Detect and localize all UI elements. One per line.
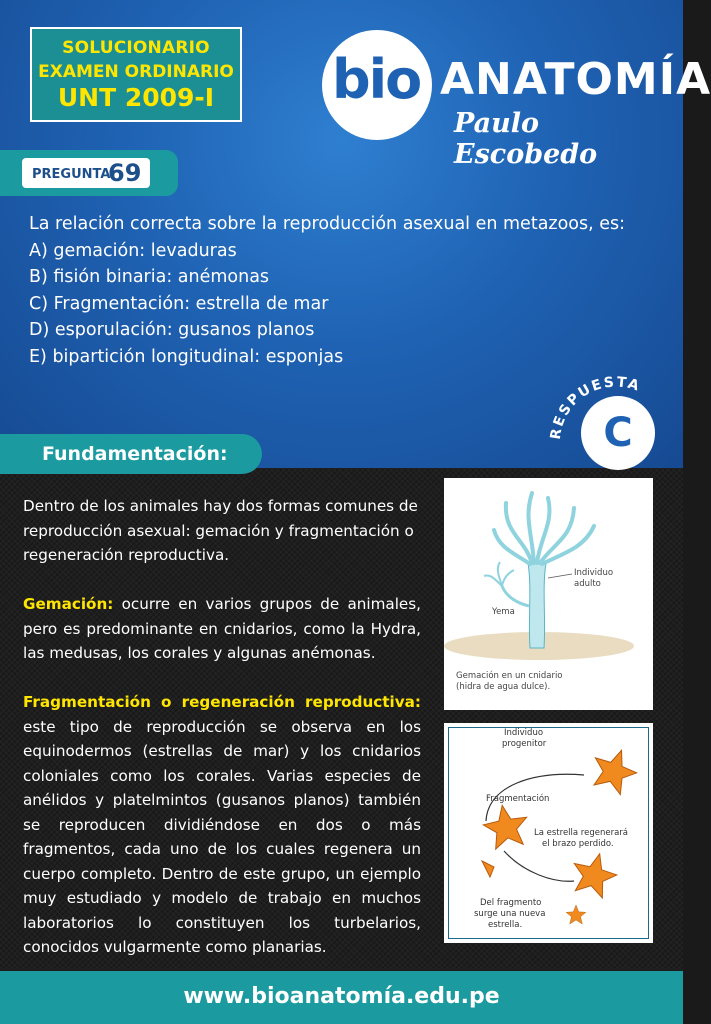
question-stem: La relación correcta sobre la reproducción asexual en metazoos, es: — [29, 214, 626, 234]
exam-line-2: EXAMEN ORDINARIO — [38, 62, 234, 82]
label-parent-1: Individuo — [504, 728, 544, 738]
label-regen-1: La estrella regenerará — [534, 828, 628, 838]
logo-anatomia: ANATOMÍA — [440, 54, 711, 105]
question-tab — [0, 150, 178, 196]
label-adult-2: adulto — [574, 579, 601, 589]
exam-line-3: UNT 2009-I — [57, 83, 215, 112]
fragmentacion-title: Fragmentación o regeneración reproductiva: — [23, 693, 421, 711]
label-regen-2: el brazo perdido. — [542, 839, 614, 849]
explanation-text — [23, 494, 421, 984]
label-adult-1: Individuo — [574, 568, 614, 578]
question-label: PREGUNTA — [32, 167, 111, 182]
option-a: A) gemación: levaduras — [29, 240, 237, 261]
option-d: D) esporulación: gusanos planos — [29, 320, 315, 340]
intro-paragraph: Dentro de los animales hay dos formas comunes de reproducción asexual: gemación y fragmentación o regeneración reproductiva. — [23, 497, 418, 564]
logo-bio: bio — [332, 48, 421, 111]
fundamentacion-title: Fundamentación: — [0, 434, 262, 474]
label-parent-2: progenitor — [502, 739, 547, 749]
question-number: 69 — [108, 159, 142, 187]
footer-url[interactable]: www.bioanatomía.edu.pe — [0, 968, 683, 1024]
gemacion-title: Gemación: — [23, 595, 114, 613]
fragmentacion-text: este tipo de reproducción se observa en los equinodermos (estrellas de mar) y los cnidarios coloniales como los corales. Varias especies de anélidos y platelmintos (gusanos planos) también se reproducen dividiéndose en dos o más fragmentos, cada uno de los cuales regenera un cuerpo completo. Dentro de este grupo, un ejemplo muy estudiado y modelo de trabajo en muchos laboratorios lo constituyen los turbelarios, conocidos vulgarmente como planarias. — [23, 717, 421, 956]
answer-label: RESPUESTA — [547, 374, 643, 441]
exam-line-1: SOLUCIONARIO — [62, 38, 210, 58]
label-new-1: Del fragmento — [480, 898, 542, 908]
fragmentacion-paragraph — [23, 690, 421, 960]
starfish-figure — [444, 723, 653, 943]
logo-author: Paulo Escobedo — [454, 108, 598, 170]
label-bud: Yema — [492, 607, 515, 617]
hydra-caption-1: Gemación en un cnidario — [456, 671, 563, 681]
bioanatomia-logo — [322, 30, 711, 170]
option-b: B) fisión binaria: anémonas — [29, 267, 270, 287]
answer-letter: C — [581, 396, 655, 470]
gemacion-text: ocurre en varios grupos de animales, pero es predominante en cnidarios, como la Hydra, las medusas, los corales y algunas anémonas. — [23, 595, 421, 662]
starfish-figure-border — [448, 727, 649, 939]
option-e: E) bipartición longitudinal: esponjas — [29, 346, 344, 367]
hydra-caption-2: (hidra de agua dulce). — [456, 682, 551, 692]
label-fragmentation: Fragmentación — [486, 794, 550, 804]
question-number-box — [22, 158, 150, 188]
question-block — [29, 211, 659, 370]
gemacion-paragraph — [23, 592, 421, 666]
hydra-illustration — [444, 478, 653, 710]
hydra-figure — [444, 478, 653, 710]
exam-badge — [30, 27, 242, 122]
option-c: C) Fragmentación: estrella de mar — [29, 293, 329, 314]
label-new-2: surge una nueva — [474, 909, 546, 919]
label-new-3: estrella. — [488, 920, 523, 930]
